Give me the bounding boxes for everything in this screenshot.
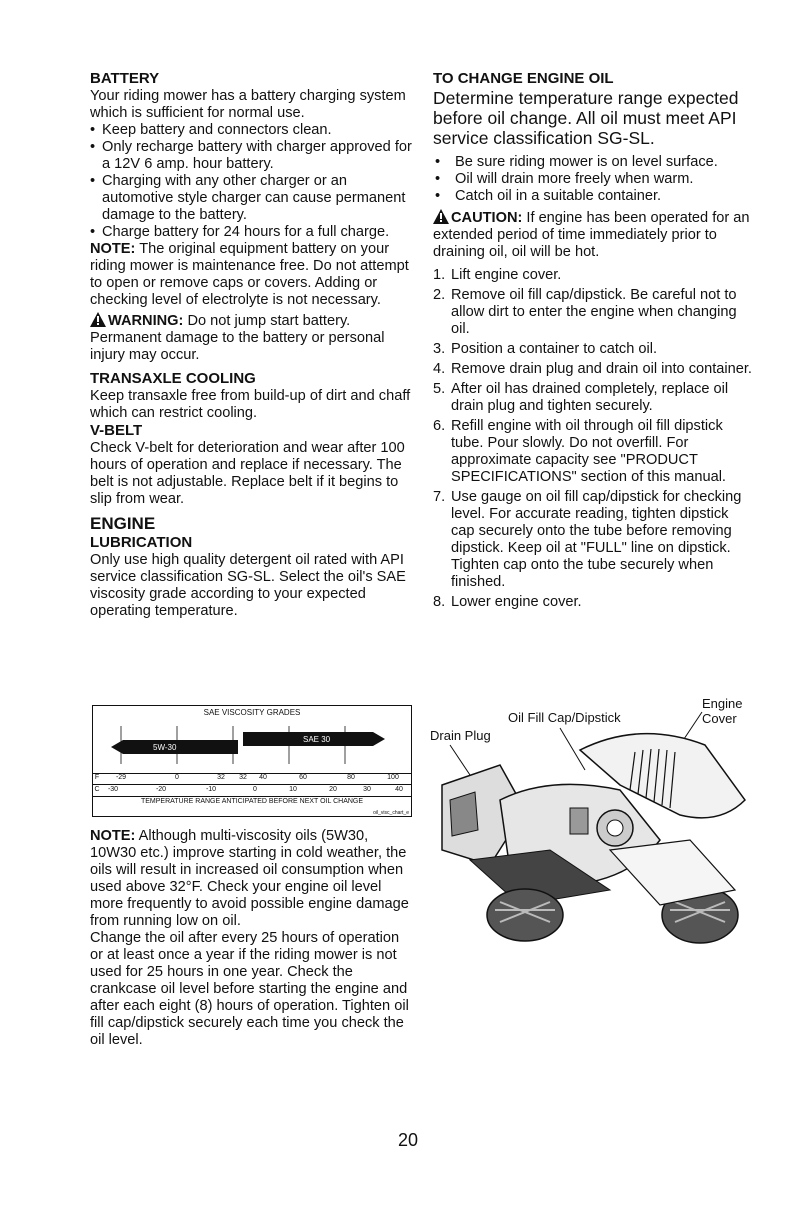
chart-title: SAE VISCOSITY GRADES: [203, 708, 301, 717]
warning-icon: [90, 312, 106, 327]
step-number: 5.: [433, 381, 446, 397]
step: [433, 287, 753, 338]
tire-left: [487, 889, 563, 941]
battery-bullet: • Only recharge battery with charger approved for a 12V 6 amp. hour battery.: [90, 139, 415, 173]
transaxle-text: Keep transaxle free from build-up of dirt and chaff which can restrict cooling.: [90, 388, 411, 421]
step-number: 8.: [433, 594, 446, 610]
viscosity-band: [93, 724, 411, 764]
battery-bullet: • Charge battery for 24 hours for a full charge.: [90, 224, 415, 241]
f-tick: 60: [299, 774, 307, 781]
lubrication-heading: LUBRICATION: [90, 534, 193, 551]
sae30-label: SAE 30: [303, 735, 331, 744]
step-number: 3.: [433, 341, 446, 357]
note-text: Although multi-viscosity oils (5W30, 10W30 etc.) improve starting in cold weather, the oils will result in increased oil consumption when used above 32°F. Check your engine oil level more frequently to avoid possible engine damage from running low on oil.: [90, 828, 409, 929]
c-tick: 10: [289, 786, 297, 793]
celsius-row: [93, 786, 411, 797]
c-tick: 30: [363, 786, 371, 793]
callout-drain-plug: Drain Plug: [430, 728, 491, 743]
f-tick: 40: [259, 774, 267, 781]
battery-bullet: • Charging with any other charger or an automotive style charger can cause permanent damage to the battery.: [90, 173, 415, 224]
oil-bullet: • Oil will drain more freely when warm.: [433, 171, 753, 188]
c-tick: -30: [107, 786, 119, 793]
page-number: 20: [398, 1130, 419, 1150]
c-tick: 40: [395, 786, 403, 793]
engine-heading: ENGINE: [90, 514, 156, 533]
battery-bullet: • Keep battery and connectors clean.: [90, 122, 415, 139]
step-number: 4.: [433, 361, 446, 377]
step: [433, 418, 753, 486]
oil-change-intro: Determine temperature range expected before oil change. All oil must meet API service classification SG-SL.: [433, 88, 739, 148]
5w30-label: 5W-30: [153, 743, 177, 752]
step-text: Position a container to catch oil.: [451, 341, 658, 357]
multiviscosity-note: [90, 828, 415, 930]
step-text: Refill engine with oil through oil fill dipstick tube. Pour slowly. Do not overfill. For approximate capacity see "PRODUCT SPECIFICATIONS" section of this manual.: [451, 418, 726, 485]
step-text: Lift engine cover.: [451, 267, 562, 283]
step: [433, 594, 753, 611]
warning-text: Do not jump start battery. Permanent damage to the battery or personal injury may occur.: [90, 313, 385, 363]
oil-change-interval: Change the oil after every 25 hours of operation or at least once a year if the riding mower is not used for 25 hours in one year. Check the crankcase oil level before starting the engine and after each eight (8) hours of operation. Tighten oil fill cap/dipstick securely each time you check the oil level.: [90, 930, 409, 1048]
f-tick: 100: [387, 774, 399, 781]
engine-illustration: [430, 690, 760, 960]
caution-label: CAUTION:: [451, 210, 523, 226]
battery-note: [90, 241, 415, 309]
left-column-lower: [90, 828, 415, 1049]
step-number: 7.: [433, 489, 446, 505]
c-tick: 20: [329, 786, 337, 793]
step-text: After oil has drained completely, replace oil drain plug and tighten securely.: [451, 381, 729, 414]
left-column: [90, 70, 415, 620]
step: [433, 361, 753, 378]
oil-bullet: • Catch oil in a suitable container.: [433, 188, 753, 205]
caution-icon: [433, 209, 449, 224]
f-label: F: [94, 774, 100, 781]
f-tick: 0: [175, 774, 179, 781]
c-tick: 0: [253, 786, 257, 793]
step-text: Lower engine cover.: [451, 594, 582, 610]
oil-bullet: • Be sure riding mower is on level surface.: [433, 154, 753, 171]
c-tick: -20: [155, 786, 167, 793]
step-number: 6.: [433, 418, 446, 434]
battery-warning: [90, 312, 415, 364]
f-tick: -29: [115, 774, 127, 781]
step: [433, 341, 753, 358]
step-text: Use gauge on oil fill cap/dipstick for checking level. For accurate reading, tighten dipstick cap securely onto the tube before removing dipstick. Keep oil at "FULL" line on dipstick. Tighten cap onto the tube securely when finished.: [451, 489, 742, 590]
battery-intro: Your riding mower has a battery charging system which is sufficient for normal use.: [90, 88, 406, 121]
right-column: [433, 70, 753, 611]
step-number: 1.: [433, 267, 446, 283]
step-number: 2.: [433, 287, 446, 303]
warning-label: WARNING:: [108, 313, 184, 329]
step: [433, 381, 753, 415]
chart-file-label: oil_visc_chart_e: [373, 810, 409, 816]
step-text: Remove oil fill cap/dipstick. Be careful not to allow dirt to enter the engine when changing oil.: [451, 287, 737, 337]
note-label: NOTE:: [90, 241, 136, 257]
f-tick: 80: [347, 774, 355, 781]
caution: [433, 209, 753, 261]
callout-oil-fill: Oil Fill Cap/Dipstick: [508, 710, 621, 725]
battery-heading: BATTERY: [90, 70, 160, 87]
note-text: The original equipment battery on your riding mower is maintenance free. Do not attempt to open or remove caps or covers. Adding or checking level of electrolyte is not necessary.: [90, 241, 409, 308]
callout-engine-cover: Engine Cover: [702, 696, 743, 726]
oil-change-heading: TO CHANGE ENGINE OIL: [433, 70, 614, 87]
step: [433, 267, 753, 284]
f-tick: 32: [217, 774, 225, 781]
vbelt-heading: V-BELT: [90, 422, 143, 439]
c-label: C: [94, 786, 100, 793]
c-tick: -10: [205, 786, 217, 793]
step-text: Remove drain plug and drain oil into container.: [451, 361, 752, 377]
caution-text: If engine has been operated for an extended period of time immediately prior to draining oil, oil will be hot.: [433, 210, 750, 260]
viscosity-chart: [92, 705, 412, 817]
note-label: NOTE:: [90, 828, 136, 844]
chart-caption: TEMPERATURE RANGE ANTICIPATED BEFORE NEXT OIL CHANGE: [140, 798, 364, 805]
step: [433, 489, 753, 591]
engine-drawing: [430, 690, 760, 960]
fahrenheit-row: [93, 773, 411, 785]
lubrication-text: Only use high quality detergent oil rated with API service classification SG-SL. Select the oil's SAE viscosity grade according to your expected operating temperature.: [90, 552, 406, 619]
transaxle-heading: TRANSAXLE COOLING: [90, 370, 256, 387]
vbelt-text: Check V-belt for deterioration and wear after 100 hours of operation and replace if necessary. The belt is not adjustable. Replace belt if it begins to slip from wear.: [90, 440, 405, 507]
f-tick: 32: [239, 774, 247, 781]
